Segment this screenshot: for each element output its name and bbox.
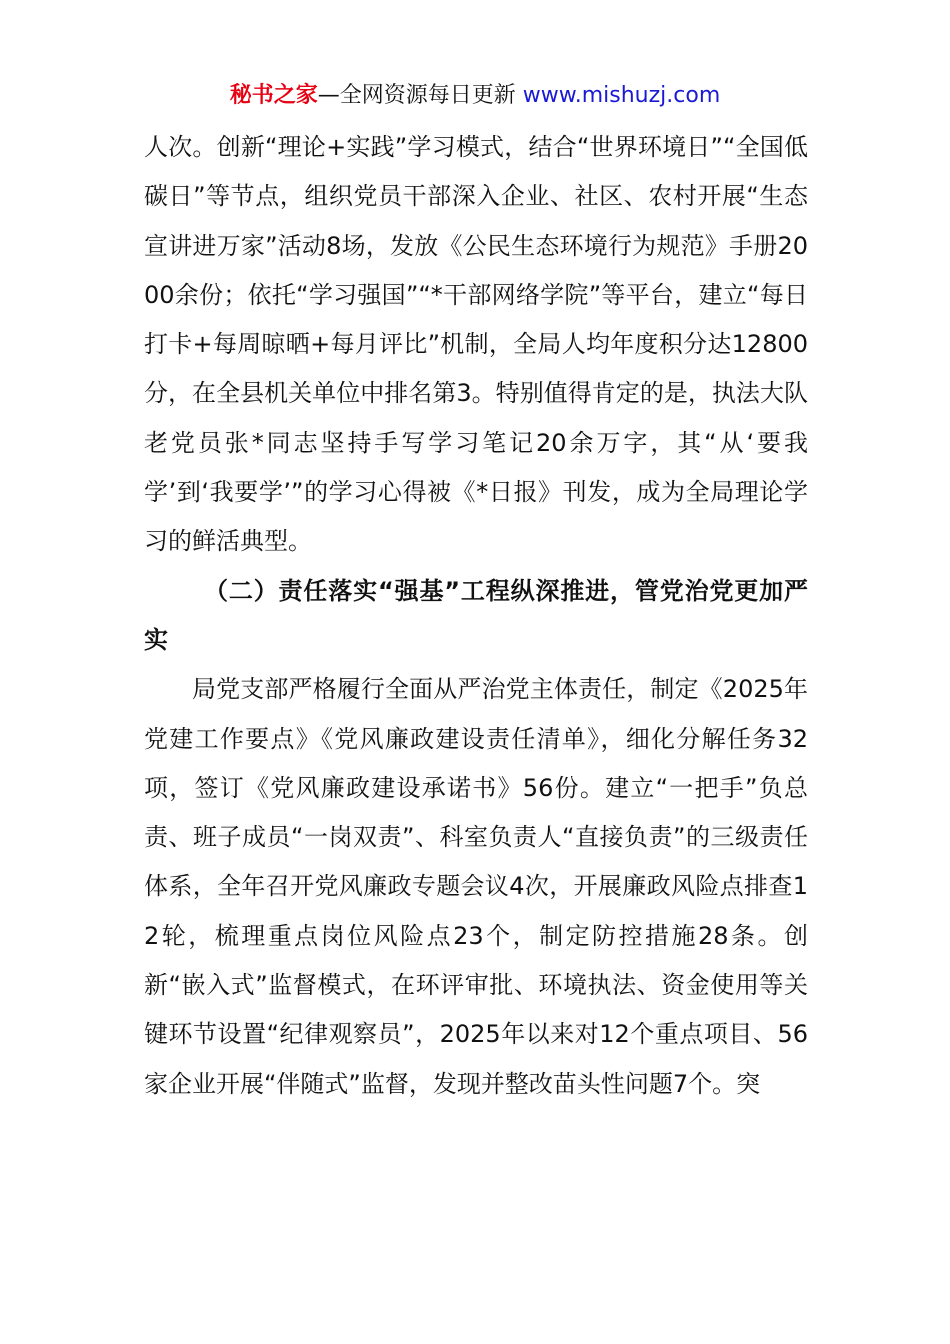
paragraph-responsibility: 局党支部严格履行全面从严治党主体责任，制定《2025年党建工作要点》《党风廉政建设责任清单》，细化分解任务32项，签订《党风廉政建设承诺书》56份。建立“一把手”负总责、班子成员“一岗双责”、科室负责人“直接负责”的三级责任体系，全年召开党风廉政专题会议4次，开展廉政风险点排查12轮，梳理重点岗位风险点23个，制定防控措施28条。创新“嵌入式”监督模式，在环评审批、环境执法、资金使用等关键环节设置“纪律观察员”，2025年以来对12个重点项目、56家企业开展“伴随式”监督，发现并整改苗头性问题7个。突 <box>144 675 808 1098</box>
site-header <box>0 80 950 112</box>
paragraph-continued: 人次。创新“理论+实践”学习模式，结合“世界环境日”“全国低碳日”等节点，组织党员干部深入企业、社区、农村开展“生态宣讲进万家”活动8场，发放《公民生态环境行为规范》手册2000余份；依托“学习强国”“*干部网络学院”等平台，建立“每日打卡+每周晾晒+每月评比”机制，全局人均年度积分达12800分，在全县机关单位中排名第3。特别值得肯定的是，执法大队老党员张*同志坚持手写学习笔记20余万字，其“从‘要我学’到‘我要学’”的学习心得被《*日报》刊发，成为全局理论学习的鲜活典型。 <box>144 133 808 556</box>
site-brand: 秘书之家 <box>229 83 318 108</box>
site-tagline: —全网资源每日更新 <box>317 83 523 108</box>
document-body <box>144 123 808 1109</box>
site-url-link[interactable]: www.mishuzj.com <box>522 83 721 108</box>
section-heading: （二）责任落实“强基”工程纵深推进，管党治党更加严实 <box>144 576 808 654</box>
